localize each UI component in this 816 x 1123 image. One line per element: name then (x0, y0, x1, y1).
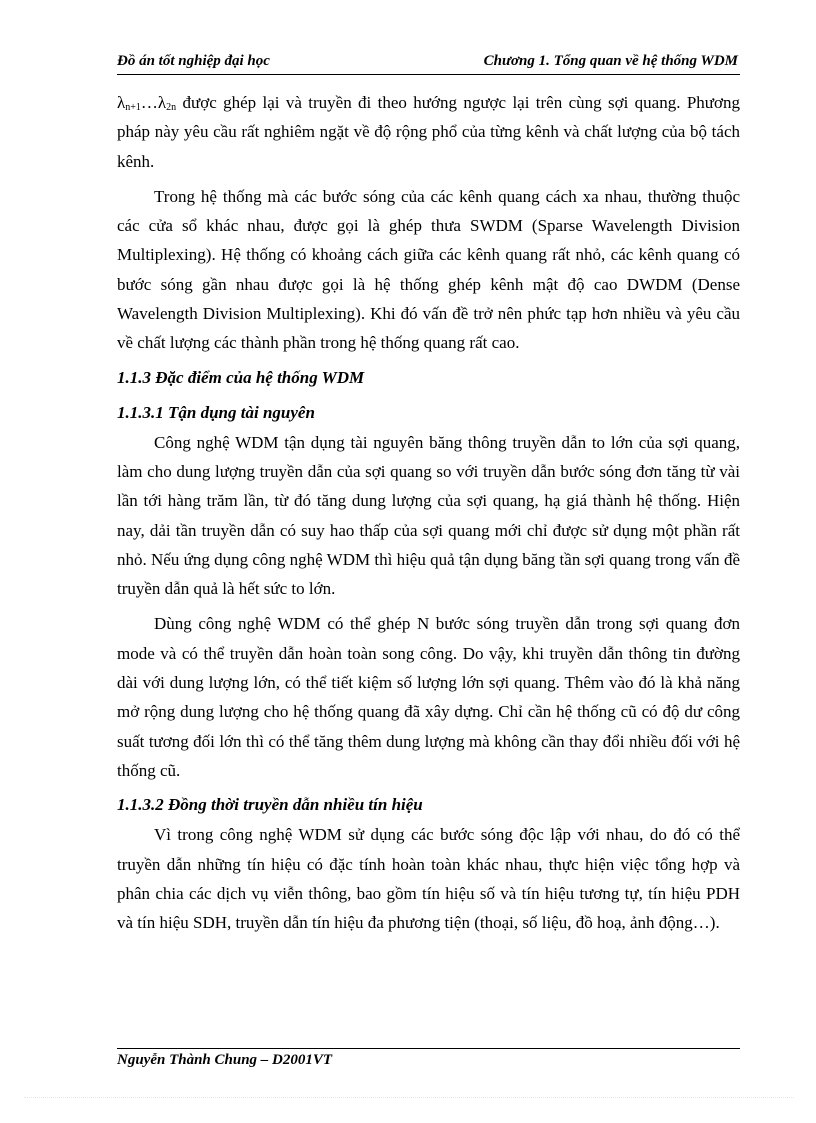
section-heading-1-1-3: 1.1.3 Đặc điểm của hệ thống WDM (117, 367, 365, 387)
paragraph-1-text: được ghép lại và truyền đi theo hướng ngược lại trên cùng sợi quang. Phương pháp này yêu cầu rất nghiêm ngặt về độ rộng phổ của từng kênh và chất lượng của bộ tách kênh. (117, 93, 740, 171)
paragraph-4: Dùng công nghệ WDM có thể ghép N bước sóng truyền dẫn trong sợi quang đơn mode và có thể truyền dẫn hoàn toàn song công. Do vậy, khi truyền dẫn thông tin đường dài với dung lượng lớn, có thể tiết kiệm số lượng lớn sợi quang. Thêm vào đó là khả năng mở rộng dung lượng cho hệ thống quang đã xây dựng. Chỉ cần hệ thống cũ có độ dư công suất tương đối lớn thì có thể tăng thêm dung lượng mà không cần thay đổi nhiều đối với hệ thống cũ. (117, 614, 740, 780)
page-footer-author: Nguyễn Thành Chung – D2001VT (117, 1052, 333, 1068)
page-bottom-edge (24, 1097, 794, 1098)
footer-divider (117, 1048, 740, 1049)
paragraph-1 (117, 88, 740, 176)
paragraph-5: Vì trong công nghệ WDM sử dụng các bước sóng độc lập với nhau, do đó có thể truyền dẫn những tín hiệu có đặc tính hoàn toàn khác nhau, thực hiện việc tổng hợp và phân chia các dịch vụ viễn thông, bao gồm tín hiệu số và tín hiệu tương tự, tín hiệu PDH và tín hiệu SDH, truyền dẫn tín hiệu đa phương tiện (thoại, số liệu, đồ hoạ, ảnh động…). (117, 825, 740, 933)
paragraph-3: Công nghệ WDM tận dụng tài nguyên băng thông truyền dẫn to lớn của sợi quang, làm cho dung lượng truyền dẫn của sợi quang so với truyền dẫn bước sóng đơn tăng từ vài lần tới hàng trăm lần, từ đó tăng dung lượng của sợi quang, hạ giá thành hệ thống. Hiện nay, dải tần truyền dẫn có suy hao thấp của sợi quang mới chỉ được sử dụng một phần rất nhỏ. Nếu ứng dụng công nghệ WDM thì hiệu quả tận dụng băng tần sợi quang trong vấn đề truyền dẫn quả là hết sức to lớn. (117, 432, 740, 599)
lambda-subscript-n1: n+1 (125, 102, 141, 113)
lambda-ellipsis: …λ (140, 93, 167, 112)
page-header (117, 52, 740, 75)
header-chapter-title: Chương 1. Tổng quan về hệ thống WDM (483, 53, 738, 69)
header-left-title: Đồ án tốt nghiệp đại học (117, 53, 270, 69)
document-body (117, 88, 740, 937)
lambda-subscript-2n: 2n (166, 102, 177, 113)
section-heading-1-1-3-2: 1.1.3.2 Đồng thời truyền dẫn nhiều tín hiệu (117, 795, 423, 815)
paragraph-2: Trong hệ thống mà các bước sóng của các kênh quang cách xa nhau, thường thuộc các cửa sổ khác nhau, được gọi là ghép thưa SWDM (Sparse Wavelength Division Multiplexing). Hệ thống có khoảng cách giữa các kênh quang rất nhỏ, các kênh quang có bước sóng gần nhau được gọi là hệ thống ghép kênh mật độ cao DWDM (Dense Wavelength Division Multiplexing). Khi đó vấn đề trở nên phức tạp hơn nhiều và yêu cầu về chất lượng các thành phần trong hệ thống quang rất cao. (117, 186, 740, 353)
lambda-symbol: λ (117, 93, 126, 112)
section-heading-1-1-3-1: 1.1.3.1 Tận dụng tài nguyên (117, 402, 315, 422)
